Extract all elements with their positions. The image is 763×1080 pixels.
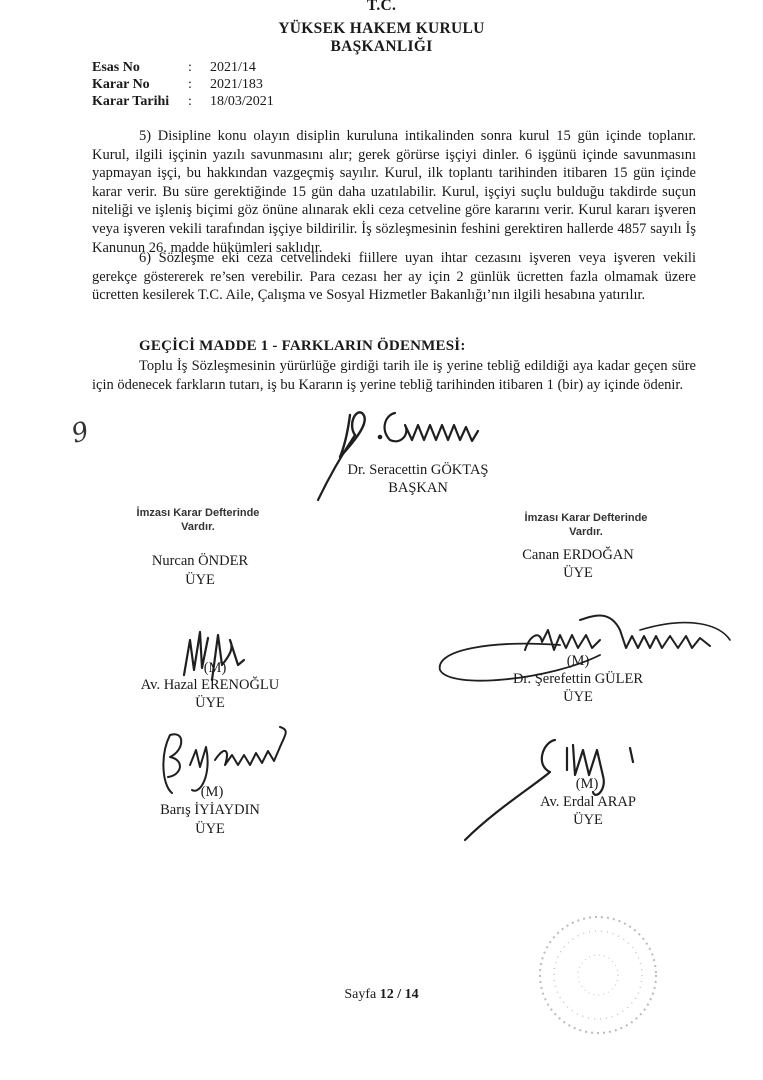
margin-note: 9 [68,416,93,450]
header-tc: T.C. [366,0,397,14]
serefettin-mark: (M) [566,653,590,669]
nurcan-name: Nurcan ÖNDER [151,553,249,569]
paragraph-gecici-madde: Toplu İş Sözleşmesinin yürürlüğe girdiği tarih ile iş yerine tebliğ edildiği aya kadar geçen süre için ödenecek farkların tutarı, iş bu Kararın iş yerine tebliğ tarihinden itibaren 1 (bir) ay içinde ödenir. [92,358,696,393]
serefettin-title: ÜYE [563,689,593,705]
official-seal-image [528,905,668,1045]
president-title: BAŞKAN [388,480,448,496]
meta-label: Karar Tarihi [92,94,170,109]
meta-value: 2021/183 [210,77,263,92]
meta-tarih-row [92,93,274,110]
president-name: Dr. Seracettin GÖKTAŞ [347,462,489,478]
page-number: 12 / 14 [379,987,419,1002]
paragraph-5: 5) Disipline konu olayın disiplin kuruluna intikalinden sonra kurul 15 gün içinde toplanır. Kurul, ilgili işçinin yazılı savunmasını alır; gerek görürse işçiyi dinler. 6 işgünü içinde savunmasını yapmayan işçi, bu hakkından vazgeçmiş sayılır. Kurul, ilk toplantı tarihinden itibaren 15 gün içinde karar verir. Bu süre gerektiğinde 15 gün daha uzatılabilir. Kurul, işçiyi suçlu bulduğu takdirde suçun niteliği ve işleniş biçimi göz önüne alınarak ekli ceza cetveline göre kararını verir. Kurul kararı işveren veya işveren vekili tarafından işçiye bildirilir. İş sözleşmesinin feshini gerektiren hallerde 4857 sayılı İş Kanunun 26. madde hükümleri saklıdır. [92,128,696,256]
canan-title: ÜYE [563,565,593,581]
meta-karar-row [92,76,263,93]
serefettin-name: Dr. Şerefettin GÜLER [512,671,644,687]
hazal-name: Av. Hazal ERENOĞLU [140,677,280,693]
canan-stamp-line1: İmzası Karar Defterinde [524,512,648,524]
meta-separator: : [188,77,192,92]
nurcan-stamp-line2: Vardır. [181,521,215,533]
hazal-title: ÜYE [195,695,225,711]
meta-value: 18/03/2021 [210,94,274,109]
erdal-name: Av. Erdal ARAP [540,794,636,810]
meta-separator: : [188,60,192,75]
paragraph-6: 6) Sözleşme eki ceza cetvelindeki fiillere uyan ihtar cezasını işveren veya işveren vekili gerekçe göstererek re’sen verebilir. Para cezası her ay için 2 günlük ücretten fazla olmamak üzere ücretten kesilerek T.C. Aile, Çalışma ve Sosyal Hizmetler Bakanlığı’nın ilgili hesabına yatırılır. [92,250,696,304]
page-footer [0,987,763,1003]
meta-separator: : [188,94,192,109]
baris-name: Barış İYİAYDIN [160,802,260,818]
nurcan-title: ÜYE [185,572,215,588]
baris-title: ÜYE [195,821,225,837]
canan-name: Canan ERDOĞAN [522,547,634,563]
baris-mark: (M) [200,784,224,800]
meta-label: Esas No [92,60,140,75]
meta-value: 2021/14 [210,60,256,75]
meta-label: Karar No [92,77,150,92]
header-presidency: BAŞKANLIĞI [330,38,433,55]
canan-stamp-line2: Vardır. [569,526,603,538]
hazal-mark: (M) [203,660,227,676]
footer-prefix: Sayfa [344,987,377,1002]
erdal-title: ÜYE [573,812,603,828]
erdal-mark: (M) [575,776,599,792]
nurcan-stamp-line1: İmzası Karar Defterinde [136,507,260,519]
section-title: GEÇİCİ MADDE 1 - FARKLARIN ÖDENMESİ: [139,338,466,354]
meta-esas-row [92,59,256,76]
header-institution: YÜKSEK HAKEM KURULU [278,20,485,37]
